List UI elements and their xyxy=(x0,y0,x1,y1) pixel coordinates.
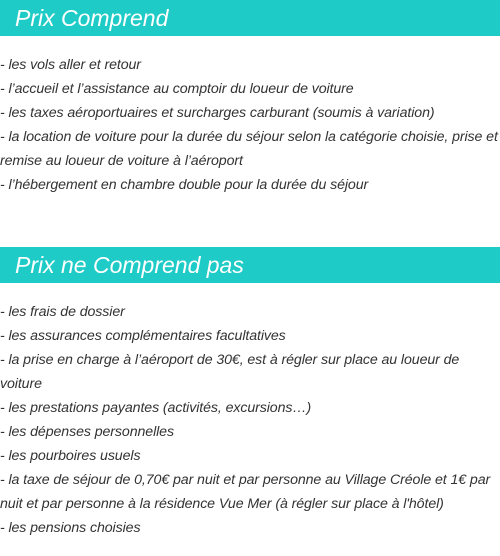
price-includes-title: Prix Comprend xyxy=(15,5,169,31)
list-item: - les pensions choisies xyxy=(0,520,141,536)
price-includes-list xyxy=(0,53,500,197)
price-excludes-title: Prix ne Comprend pas xyxy=(15,252,244,278)
price-excludes-list xyxy=(0,300,500,540)
list-item: - la location de voiture pour la durée du séjour selon la catégorie choisie, prise et remise au loueur de voiture à l’aéroport xyxy=(0,129,498,169)
list-item: - la prise en charge à l’aéroport de 30€, est à régler sur place au loueur de voiture xyxy=(0,352,460,392)
list-item: - les assurances complémentaires facultatives xyxy=(0,328,286,344)
list-item: - les frais de dossier xyxy=(0,304,125,320)
list-item: - les prestations payantes (activités, excursions…) xyxy=(0,400,312,416)
list-item: - les vols aller et retour xyxy=(0,57,141,73)
list-item: - les dépenses personnelles xyxy=(0,424,174,440)
list-item: - les taxes aéroportuaires et surcharges carburant (soumis à variation) xyxy=(0,105,435,121)
price-includes-header xyxy=(0,0,500,36)
list-item: - l’hébergement en chambre double pour la durée du séjour xyxy=(0,177,369,193)
price-excludes-header xyxy=(0,247,500,283)
list-item: - l’accueil et l’assistance au comptoir du loueur de voiture xyxy=(0,81,354,97)
list-item: - la taxe de séjour de 0,70€ par nuit et par personne au Village Créole et 1€ par nuit et par personne à la résidence Vue Mer (à régler sur place à l'hôtel) xyxy=(0,472,491,512)
list-item: - les pourboires usuels xyxy=(0,448,141,464)
